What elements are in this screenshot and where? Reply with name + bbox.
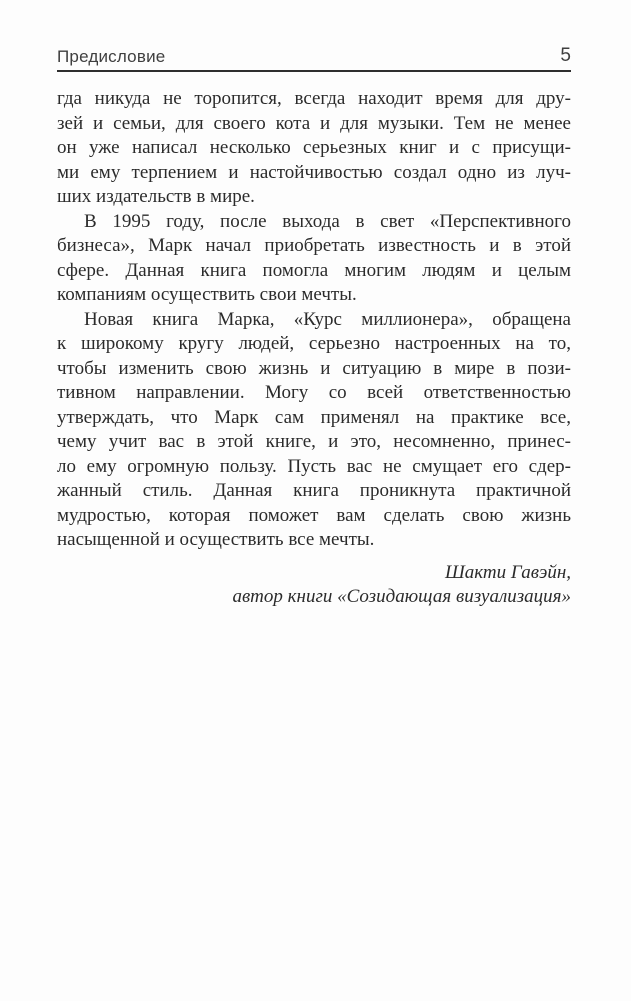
paragraph-line: мудростью, которая поможет вам сделать свою жизнь (57, 504, 571, 526)
paragraph-line: бизнеса», Марк начал приобретать известность и в этой (57, 235, 571, 256)
paragraph-line: Новая книга Марка, «Курс миллионера», обращена (84, 308, 571, 330)
paragraph-line: утверждать, что Марк сам применял на практике все, (57, 406, 571, 428)
paragraph-line: к широкому кругу людей, серьезно настроенных на то, (57, 333, 571, 354)
paragraph (57, 210, 571, 308)
attribution (57, 561, 571, 610)
running-title: Предисловие (57, 47, 166, 66)
page-header (57, 46, 571, 65)
paragraph-line: тивном направлении. Могу со всей ответственностью (57, 382, 571, 403)
paragraph-line: ло ему огромную пользу. Пусть вас не смущает его сдер- (57, 455, 571, 477)
header-rule (57, 70, 571, 72)
paragraph-line: ших издательств в мире. (57, 186, 255, 207)
paragraph (57, 308, 571, 553)
attribution-author: Шакти Гавэйн, (444, 561, 571, 583)
paragraph-line: чему учит вас в этой книге, и это, несомненно, принес- (57, 431, 571, 452)
paragraph-line: зей и семьи, для своего кота и для музыки. Тем не менее (57, 112, 571, 134)
paragraph-line: жанный стиль. Данная книга проникнута практичной (57, 480, 571, 501)
paragraph (57, 87, 571, 210)
paragraph-line: сфере. Данная книга помогла многим людям и целым (57, 259, 571, 281)
body-text (57, 87, 571, 553)
page-number: 5 (560, 45, 571, 66)
paragraph-line: он уже написал несколько серьезных книг и с присущи- (57, 137, 571, 158)
paragraph-line: ми ему терпением и настойчивостью создал одно из луч- (57, 161, 571, 183)
paragraph-line: В 1995 году, после выхода в свет «Перспективного (84, 210, 571, 232)
paragraph-line: компаниям осуществить свои мечты. (57, 284, 357, 305)
paragraph-line: чтобы изменить свою жизнь и ситуацию в мире в пози- (57, 357, 571, 379)
paragraph-line: гда никуда не торопится, всегда находит время для дру- (57, 88, 571, 109)
attribution-book: автор книги «Созидающая визуализация» (232, 586, 571, 607)
paragraph-line: насыщенной и осуществить все мечты. (57, 529, 375, 550)
